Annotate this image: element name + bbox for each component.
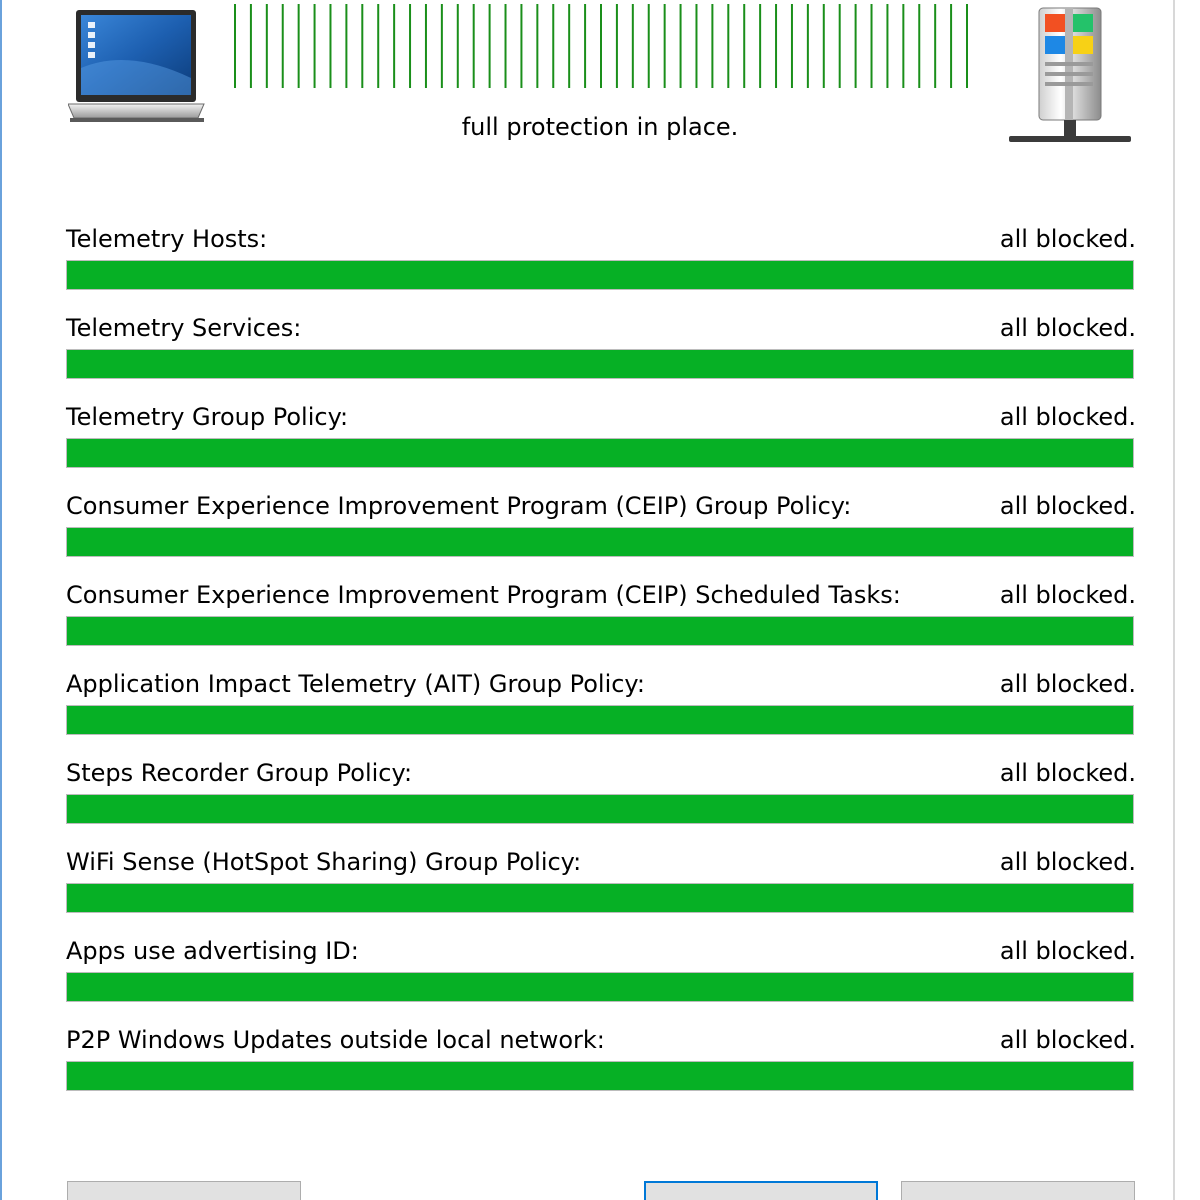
status-row-value: all blocked. [999,1026,1136,1054]
status-row-label: Application Impact Telemetry (AIT) Group Policy: [66,670,645,698]
status-progress-bar [66,349,1134,379]
connection-lines [233,4,969,90]
status-row-value: all blocked. [999,581,1136,609]
status-row-label: Telemetry Group Policy: [66,403,349,431]
status-progress-fill [67,973,1133,1001]
status-row [66,667,1136,756]
status-progress-bar [66,972,1134,1002]
status-progress-fill [67,706,1133,734]
status-row-label: WiFi Sense (HotSpot Sharing) Group Policy: [66,848,582,876]
status-progress-fill [67,439,1133,467]
status-row [66,578,1136,667]
status-row [66,400,1136,489]
status-progress-bar [66,705,1134,735]
show-settings-button[interactable] [67,1181,301,1200]
status-row-label: Apps use advertising ID: [66,937,359,965]
status-progress-fill [67,261,1133,289]
status-progress-bar [66,883,1134,913]
window-edge [1175,0,1200,1200]
status-progress-fill [67,1062,1133,1090]
status-row [66,311,1136,400]
windows-server-icon [1005,6,1135,151]
status-progress-fill [67,884,1133,912]
status-row-label: Steps Recorder Group Policy: [66,759,413,787]
window-border [0,0,2,1200]
status-row [66,222,1136,311]
status-progress-fill [67,350,1133,378]
status-row [66,845,1136,934]
protection-status-list [66,222,1136,1112]
status-row-value: all blocked. [999,937,1136,965]
status-progress-bar [66,616,1134,646]
status-progress-fill [67,617,1133,645]
status-row [66,934,1136,1023]
secondary-action-button[interactable] [901,1181,1135,1200]
status-row [66,1023,1136,1112]
status-row-label: Telemetry Hosts: [66,225,268,253]
status-row-value: all blocked. [999,314,1136,342]
status-row-label: Consumer Experience Improvement Program (CEIP) Scheduled Tasks: [66,581,901,609]
status-progress-fill [67,528,1133,556]
status-row-value: all blocked. [999,225,1136,253]
status-progress-bar [66,794,1134,824]
status-progress-bar [66,527,1134,557]
status-row-value: all blocked. [999,403,1136,431]
status-row-value: all blocked. [999,492,1136,520]
status-row [66,756,1136,845]
status-progress-bar [66,260,1134,290]
status-row [66,489,1136,578]
laptop-icon [68,8,206,126]
status-row-value: all blocked. [999,670,1136,698]
status-row-value: all blocked. [999,759,1136,787]
status-progress-fill [67,795,1133,823]
primary-action-button[interactable] [644,1181,878,1200]
status-row-label: P2P Windows Updates outside local network: [66,1026,605,1054]
status-row-value: all blocked. [999,848,1136,876]
status-row-label: Consumer Experience Improvement Program (CEIP) Group Policy: [66,492,852,520]
status-progress-bar [66,1061,1134,1091]
status-caption: full protection in place. [461,113,739,141]
status-row-label: Telemetry Services: [66,314,302,342]
status-progress-bar [66,438,1134,468]
